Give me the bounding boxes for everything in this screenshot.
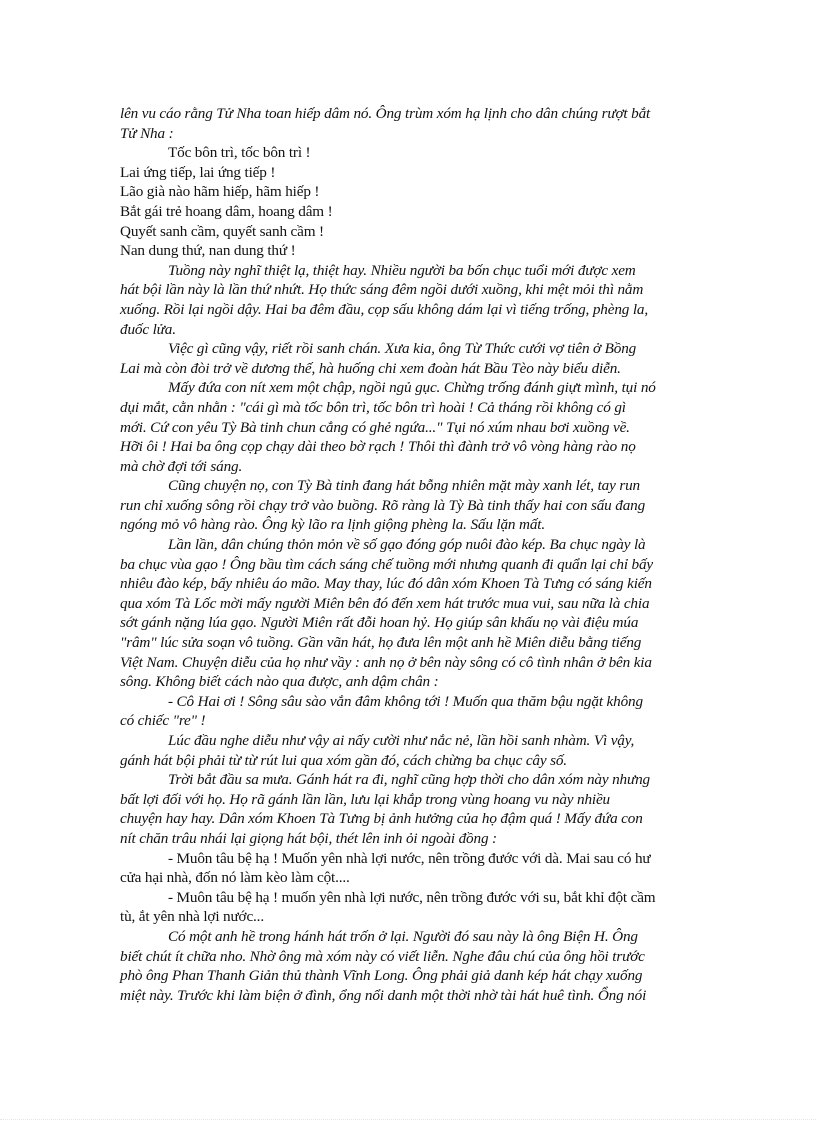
text-line: - Muôn tâu bệ hạ ! muốn yên nhà lợi nước, nên trồng đước với su, bắt khỉ đột cầm — [168, 888, 656, 906]
text-line: Lai ứng tiếp, lai ứng tiếp ! — [120, 163, 276, 181]
text-line: Lúc đầu nghe diễu như vậy ai nấy cười như nắc nẻ, lần hồi sanh nhàm. Vì vậy, — [168, 732, 635, 749]
text-line: Lai mà còn đòi trở về dương thế, hà huống chi xem đoàn hát Bầu Tèo này biểu diễn. — [120, 359, 621, 377]
text-line: gánh hát bội phải từ từ rút lui qua xóm gần đó, cách chừng ba chục cây số. — [120, 751, 567, 769]
text-line: "râm" lúc sửa soạn vô tuồng. Gần vãn hát, họ đưa lên một anh hề Miên diễu bằng tiếng — [120, 634, 642, 652]
text-line: bất lợi đối với họ. Họ rã gánh lần lần, lưu lại khắp trong vùng hoang vu này nhiều — [120, 790, 610, 808]
text-line: phò ông Phan Thanh Giản thủ thành Vĩnh Long. Ông phải giả danh kép hát chạy xuống — [120, 967, 643, 985]
text-line: Tuồng này nghĩ thiệt lạ, thiệt hay. Nhiều người ba bốn chục tuổi mới được xem — [168, 261, 636, 279]
text-line: Cũng chuyện nọ, con Tỳ Bà tinh đang hát bỗng nhiên mặt mày xanh lét, tay run — [168, 477, 640, 495]
text-line: chuyện hay hay. Dân xóm Khoen Tà Tưng bị ảnh hưởng của họ đậm quá ! Mấy đứa con — [120, 810, 643, 828]
text-line: sớt gánh nặng lúa gạo. Người Miên rất đỗi hoan hỷ. Họ giúp sân khấu nọ vài điệu múa — [120, 614, 639, 632]
text-line: Nan dung thứ, nan dung thứ ! — [120, 242, 296, 260]
text-line: xuống. Rồi lại ngồi dậy. Hai ba đêm đầu, cọp sấu không dám lại vì tiếng trống, phèng la, — [120, 300, 649, 318]
text-line: Việt Nam. Chuyện diễu của họ như vầy : anh nọ ở bên này sông có cô tình nhân ở bên kia — [120, 653, 652, 671]
text-line: dụi mắt, cằn nhằn : "cái gì mà tốc bôn trì, tốc bôn trì hoài ! Cả tháng rồi không có gì — [120, 398, 626, 416]
text-line: run chỉ xuống sông rồi chạy trở vào buồng. Rõ ràng là Tỳ Bà tinh thấy hai con sấu đang — [120, 496, 646, 514]
text-line: hát bội lần này là lần thứ nhứt. Họ thức sáng đêm ngồi dưới xuồng, khi mệt mỏi thì nằm — [120, 281, 644, 299]
text-line: Tốc bôn trì, tốc bôn trì ! — [168, 144, 311, 162]
text-line: Lần lần, dân chúng thỏn mỏn về số gạo đóng góp nuôi đào kép. Ba chục ngày là — [168, 536, 646, 554]
text-line: Tử Nha : — [120, 124, 174, 142]
page-bottom-edge — [0, 1119, 816, 1123]
text-line: lên vu cáo rằng Tử Nha toan hiếp dâm nó. Ông trùm xóm hạ lịnh cho dân chúng rượt bắt — [120, 105, 651, 122]
text-line: - Cô Hai ơi ! Sông sâu sào vắn đâm không tới ! Muốn qua thăm bậu ngặt không — [168, 692, 643, 710]
text-line: Bắt gái trẻ hoang dâm, hoang dâm ! — [120, 202, 333, 220]
text-line: sông. Không biết cách nào qua được, anh dậm chân : — [120, 673, 439, 691]
text-line: miệt này. Trước khi làm biện ở đình, ổng nổi danh một thời nhờ tài hát huê tình. Ổng nói — [120, 986, 647, 1004]
text-line: qua xóm Tà Lốc mời mấy người Miên bên đó đến xem hát trước mua vui, sau nữa là chia — [120, 594, 650, 612]
text-line: tù, ắt yên nhà lợi nước... — [120, 908, 264, 926]
text-line: Hỡi ôi ! Hai ba ông cọp chạy dài theo bờ rạch ! Thôi thì đành trở vô vòng hàng rào nọ — [120, 438, 636, 456]
text-line: Trời bắt đầu sa mưa. Gánh hát ra đi, nghĩ cũng hợp thời cho dân xóm này nhưng — [168, 771, 650, 789]
text-line: mà chờ đợi tới sáng. — [120, 457, 243, 475]
text-line: - Muôn tâu bệ hạ ! Muốn yên nhà lợi nước, nên trồng đước với dà. Mai sau có hư — [168, 849, 651, 867]
text-line: Mấy đứa con nít xem một chập, ngồi ngủ gục. Chừng trống đánh giựt mình, tụi nó — [168, 379, 656, 397]
text-line: biết chút ít chữa nho. Nhờ ông mà xóm này có viết liễn. Nghe đâu chú của ông hồi trước — [120, 947, 645, 965]
text-line: cửa hại nhà, đốn nó làm kèo làm cột.... — [120, 869, 350, 887]
text-line: Quyết sanh cầm, quyết sanh cầm ! — [120, 222, 324, 240]
text-line: mới. Cứ con yêu Tỳ Bà tinh chun cẳng có ghẻ ngứa..." Tụi nó xúm nhau bơi xuồng về. — [120, 418, 630, 436]
text-line: Lão già nào hãm hiếp, hãm hiếp ! — [120, 183, 320, 201]
text-line: ba chục vùa gạo ! Ông bầu tìm cách sáng chế tuồng mới nhưng quanh đi quẩn lại chỉ bấy — [120, 555, 654, 573]
text-line: ngóng mỏ vô hàng rào. Ông kỳ lão ra lịnh giộng phèng la. Sấu lặn mất. — [120, 516, 546, 534]
text-line: nít chăn trâu nhái lại giọng hát bội, thét lên inh ỏi ngoài đồng : — [120, 829, 497, 847]
text-line: đuốc lửa. — [120, 320, 176, 338]
text-line: nhiêu đào kép, bấy nhiêu áo mão. May thay, lúc đó dân xóm Khoen Tà Tưng có sáng kiến — [120, 575, 652, 593]
document-page — [120, 104, 696, 1005]
text-line: Việc gì cũng vậy, riết rồi sanh chán. Xưa kia, ông Từ Thức cưới vợ tiên ở Bồng — [168, 340, 637, 358]
text-line: có chiếc "re" ! — [120, 712, 206, 730]
text-line: Có một anh hề trong hánh hát trốn ở lại. Người đó sau này là ông Biện H. Ông — [168, 927, 638, 945]
